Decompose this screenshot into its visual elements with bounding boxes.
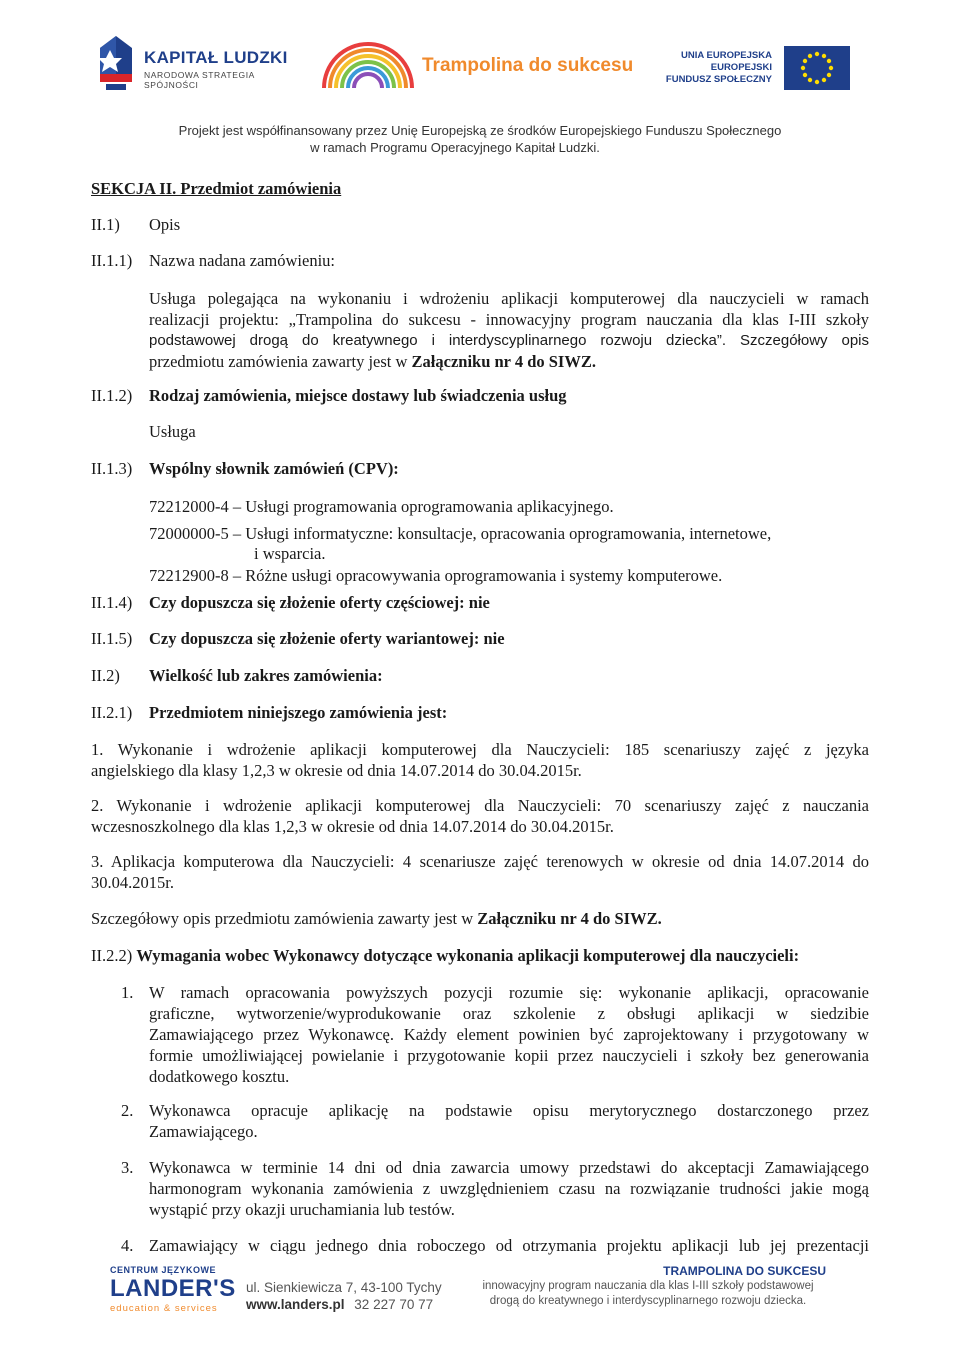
- s211-desc-line-4: [149, 351, 869, 372]
- s213-label: Wspólny słownik zamówień (CPV):: [149, 459, 399, 478]
- footer-web[interactable]: www.landers.pl: [246, 1297, 345, 1312]
- s221-number: II.2.1): [91, 703, 133, 722]
- req-1-number: 1.: [121, 983, 134, 1002]
- s221-item-2: [91, 795, 869, 837]
- req-3-number: 3.: [121, 1158, 134, 1177]
- s221-item-1-line-1: 1. Wykonanie i wdrożenie aplikacji komputerowej dla Nauczycieli: 185 scenariuszy zajęć z języka: [91, 740, 869, 759]
- footer-contact: [246, 1296, 433, 1314]
- footer-address: ul. Sienkiewicza 7, 43-100 Tychy: [246, 1280, 442, 1295]
- footer-right-line-1: innowacyjny program nauczania dla klas I-III szkoły podstawowej: [482, 1280, 814, 1292]
- kapital-ludzki-sub: NARODOWA STRATEGIA SPÓJNOŚCI: [144, 70, 255, 90]
- cpv-code-2: 72000000-5 – Usługi informatyczne: konsultacje, opracowania oprogramowania, internetowe,: [149, 524, 772, 543]
- trampolina-rainbow-icon: [318, 38, 418, 94]
- s211-number: II.1.1): [91, 251, 133, 270]
- s22-number: II.2): [91, 666, 120, 685]
- s221-detail: [91, 908, 662, 929]
- s214-number: II.1.4): [91, 593, 133, 612]
- s211-desc-line-3: podstawowej drogą do kreatywnego i interdyscyplinarnego rozwoju dziecka”. Szczegółowy opis: [149, 332, 869, 349]
- section-title: SEKCJA II. Przedmiot zamówienia: [91, 179, 342, 198]
- s212-number: II.1.2): [91, 386, 133, 405]
- s211-desc-line-4-text: przedmiotu zamówienia zawarty jest w: [149, 352, 408, 371]
- footer-right: [470, 1264, 826, 1309]
- footer-phone: 32 227 70 77: [354, 1297, 434, 1312]
- landers-brand-sub: education & services: [110, 1303, 218, 1314]
- s221-detail-text: Szczegółowy opis przedmiotu zamówienia zawarty jest w: [91, 909, 474, 928]
- s221-item-2-line-2: wczesnoszkolnego dla klas 1,2,3 w okresie od dnia 14.07.2014 do 30.04.2015r.: [91, 817, 614, 836]
- project-note-line-2: w ramach Programu Operacyjnego Kapitał Ludzki.: [310, 140, 600, 155]
- kapital-ludzki-name: KAPITAŁ LUDZKI: [144, 48, 288, 67]
- req-4-line-1: Zamawiający w ciągu jednego dnia roboczego od otrzymania projektu aplikacji lub jej prezentacji: [149, 1236, 869, 1255]
- s221-item-1: [91, 739, 869, 781]
- footer-right-title: TRAMPOLINA DO SUKCESU: [663, 1264, 826, 1278]
- project-note-line-1: Projekt jest współfinansowany przez Unię Europejską ze środków Europejskiego Funduszu Społecznego: [178, 123, 782, 138]
- s221-label: Przedmiotem niniejszego zamówienia jest:: [149, 703, 448, 722]
- eu-line-1: UNIA EUROPEJSKA: [681, 50, 772, 61]
- req-1-body: [149, 982, 869, 1087]
- s222-label: Wymagania wobec Wykonawcy dotyczące wykonania aplikacji komputerowej dla nauczycieli:: [136, 946, 800, 965]
- eu-logo: [664, 46, 850, 92]
- req-4-number: 4.: [121, 1236, 134, 1255]
- s221-item-3-line-1: 3. Aplikacja komputerowa dla Nauczycieli: 4 scenariusze zajęć terenowych w okresie od dnia 14.07.2014 do: [91, 852, 869, 871]
- s21-label: Opis: [149, 215, 181, 234]
- s221-item-3-line-2: 30.04.2015r.: [91, 873, 174, 892]
- kapital-ludzki-logo: [96, 34, 296, 96]
- s212-label: Rodzaj zamówienia, miejsce dostawy lub świadczenia usług: [149, 386, 567, 405]
- req-3-line-1: Wykonawca w terminie 14 dni od dnia zawarcia umowy przedstawi do akceptacji Zamawiającego: [149, 1158, 869, 1177]
- s221-item-1-line-2: angielskiego dla klasy 1,2,3 w okresie od dnia 14.07.2014 do 30.04.2015r.: [91, 761, 582, 780]
- req-3-body: [149, 1157, 869, 1220]
- s221-item-2-line-1: 2. Wykonanie i wdrożenie aplikacji komputerowej dla Nauczycieli: 70 scenariuszy zajęć z nauczania: [91, 796, 869, 815]
- trampolina-logo: [318, 38, 638, 98]
- s211-label: Nazwa nadana zamówieniu:: [149, 251, 335, 270]
- req-1-line-2: graficzne, wytworzenie/wyprodukowanie oraz szkolenie z obsługi aplikacji w siedzibie: [149, 1004, 869, 1023]
- req-3-line-3: wystąpić przy okazji uruchamiania lub testów.: [149, 1200, 455, 1219]
- footer-right-line-2: drogą do kreatywnego i interdyscyplinarnego rozwoju dziecka.: [489, 1295, 807, 1307]
- s213-number: II.1.3): [91, 459, 133, 478]
- s215-label: Czy dopuszcza się złożenie oferty wariantowej: nie: [149, 629, 505, 648]
- s221-item-3: [91, 851, 869, 893]
- s22-label: Wielkość lub zakres zamówienia:: [149, 666, 383, 685]
- cpv-code-3: 72212900-8 – Różne usługi opracowywania oprogramowania i systemy komputerowe.: [149, 566, 723, 585]
- s21-number: II.1): [91, 215, 120, 234]
- req-2-line-1: Wykonawca opracuje aplikację na podstawie opisu merytorycznego dostarczonego przez: [149, 1101, 869, 1120]
- landers-brand-name: LANDER'S: [110, 1275, 236, 1302]
- cpv-code-1: 72212000-4 – Usługi programowania oprogramowania aplikacyjnego.: [149, 497, 614, 516]
- eu-flag-icon: [784, 46, 850, 90]
- eu-line-3: FUNDUSZ SPOŁECZNY: [665, 74, 772, 85]
- req-1-line-5: dodatkowego kosztu.: [149, 1067, 290, 1086]
- s211-description: [149, 288, 869, 372]
- req-2-line-2: Zamawiającego.: [149, 1122, 258, 1141]
- req-1-line-3: Zamawiającego przez Wykonawcę. Każdy element powinien być zaprojektowany i przygotowany w: [149, 1025, 869, 1044]
- s222-number: II.2.2): [91, 946, 133, 965]
- trampolina-name: Trampolina do sukcesu: [422, 55, 634, 76]
- req-1-line-4: formie umożliwiającej powielanie i przygotowanie kopii przez nauczycieli i szkoły bez generowania: [149, 1046, 869, 1065]
- s211-desc-line-1: Usługa polegająca na wykonaniu i wdrożeniu aplikacji komputerowej dla nauczycieli w ramach: [149, 289, 869, 308]
- landers-brand-top: CENTRUM JĘZYKOWE: [110, 1265, 217, 1275]
- s212-value: Usługa: [149, 422, 196, 441]
- req-2-number: 2.: [121, 1101, 134, 1120]
- req-2-body: [149, 1100, 869, 1142]
- eu-line-2: EUROPEJSKI: [710, 62, 772, 73]
- s215-number: II.1.5): [91, 629, 133, 648]
- cpv-code-2-cont: i wsparcia.: [254, 544, 326, 563]
- landers-logo: [110, 1265, 234, 1315]
- req-3-line-2: harmonogram wykonania zamówienia z uwzględnieniem czasu na rozwiązanie trudności jakie mogą: [149, 1179, 869, 1198]
- req-1-line-1: W ramach opracowania powyższych pozycji rozumie się: wykonanie aplikacji, opracowanie: [149, 983, 869, 1002]
- req-4-body: [149, 1235, 869, 1256]
- s214-label: Czy dopuszcza się złożenie oferty częściowej: nie: [149, 593, 490, 612]
- s221-attachment-ref: Załączniku nr 4 do SIWZ.: [477, 909, 662, 928]
- s222-heading: [91, 945, 799, 966]
- s211-attachment-ref: Załączniku nr 4 do SIWZ.: [411, 352, 596, 371]
- kapital-ludzki-emblem-icon: [96, 34, 136, 96]
- s211-desc-line-2: realizacji projektu: „Trampolina do sukcesu - innowacyjny program nauczania dla klas I-III szkoły: [149, 310, 869, 329]
